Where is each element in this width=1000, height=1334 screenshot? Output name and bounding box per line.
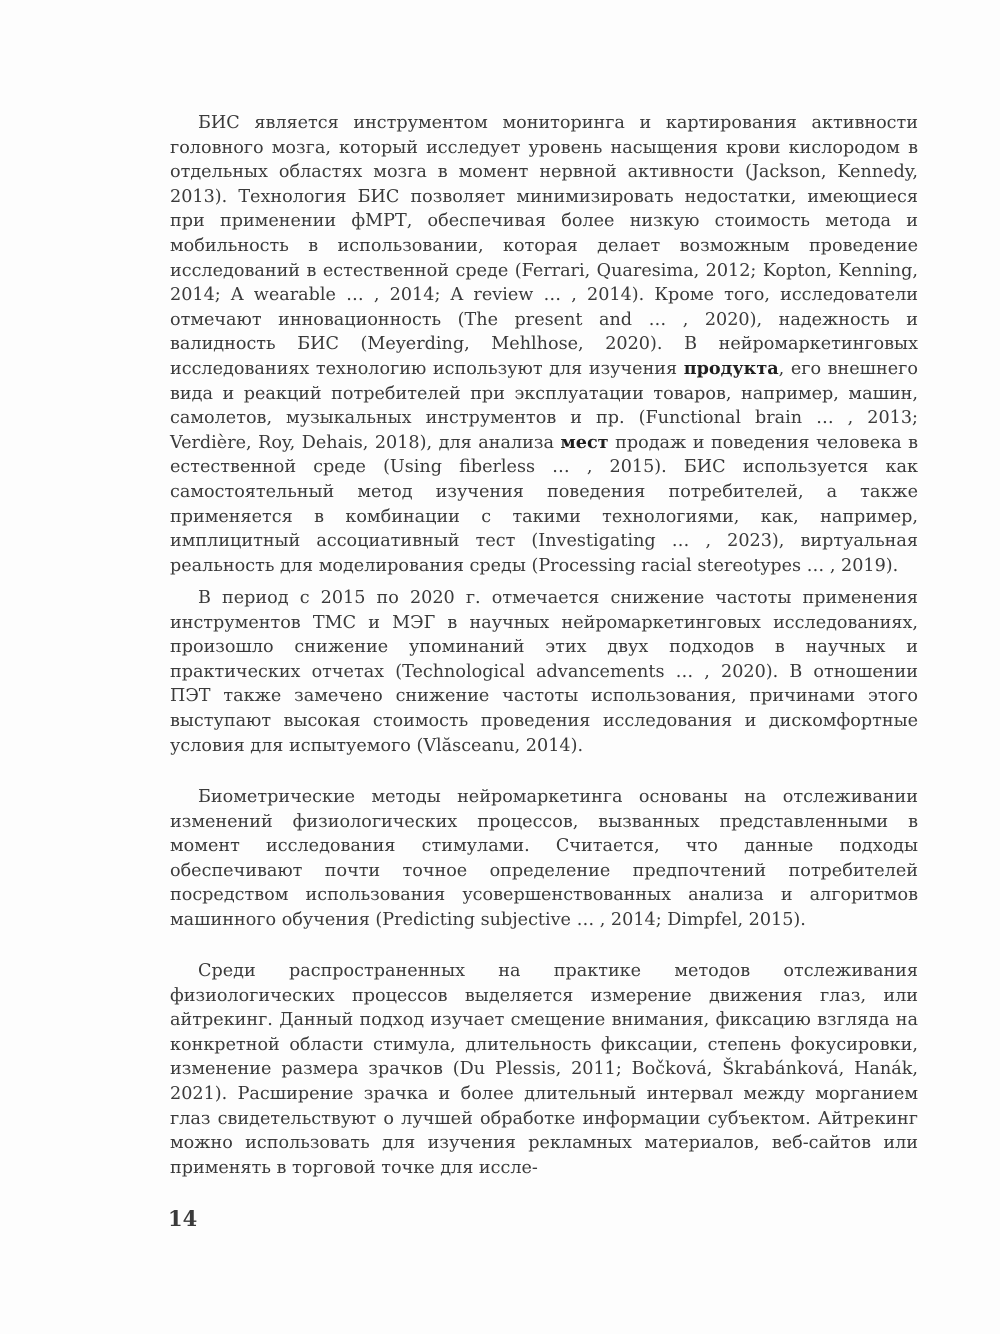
paragraph-4	[170, 959, 918, 1180]
bold-term-places: мест	[560, 431, 609, 453]
page-number: 14	[168, 1206, 198, 1231]
paragraph-2-text: В период с 2015 по 2020 г. отмечается снижение частоты применения инструментов ТМС и МЭГ в научных нейромаркетинговых исследованиях, произошло снижение упоминаний этих двух подходов в научных и практических отчетах (Technological advancements … , 2020). В отношении ПЭТ также замечено снижение частоты использования, причинами этого выступают высокая стоимость проведения исследования и дискомфортные условия для испытуемого (Vlăsceanu, 2014).	[170, 588, 918, 756]
paragraph-4-text: Среди распространенных на практике методов отслеживания физиологических процессов выделяется измерение движения глаз, или айтрекинг. Данный подход изучает смещение внимания, фиксацию взгляда на конкретной области стимула, длительность фиксации, степень фокусировки, изменение размера зрачков (Du Plessis, 2011; Bočková, Škrabánková, Hanák, 2021). Расширение зрачка и более длительный интервал между морганием глаз свидетельствуют о лучшей обработке информации субъектом. Айтрекинг можно использовать для изучения рекламных материалов, веб-сайтов или применять в торговой точке для иссле-	[170, 961, 918, 1178]
paragraph-2	[170, 586, 918, 758]
paragraph-1-text-c: продаж и поведения человека в естественной среде (Using fiberless … , 2015). БИС используется как самостоятельный метод изучения поведения потребителей, а также применяется в комбинации с такими технологиями, как, например, имплицитный ассоциативный тест (Investigating … , 2023), виртуальная реальность для моделирования среды (Processing racial stereotypes … , 2019).	[170, 432, 919, 576]
paragraph-3-text: Биометрические методы нейромаркетинга основаны на отслеживании изменений физиологических процессов, вызванных представленными в момент исследования стимулами. Считается, что данные подходы обеспечивают почти точное определение предпочтений потребителей посредством использования усовершенствованных анализа и алгоритмов машинного обучения (Predicting subjective … , 2014; Dimpfel, 2015).	[170, 787, 918, 930]
paragraph-1-text-a: БИС является инструментом мониторинга и картирования активности головного мозга, который исследует уровень насыщения крови кислородом в отдельных областях мозга в момент нервной активности (Jackson, Kennedy, 2013). Технология БИС позволяет минимизировать недостатки, имеющиеся при применении фМРТ, обеспечивая более низкую стоимость метода и мобильность в использовании, которая делает возможным проведение исследований в естественной среде (Ferrari, Quaresima, 2012; Kopton, Kenning, 2014; A wearable … , 2014; A review … , 2014). Кроме того, исследователи отмечают инновационность (The present and … , 2020), надежность и валидность БИС (Meyerding, Mehlhose, 2020). В нейромаркетинговых исследованиях технологию используют для изучения	[170, 113, 918, 379]
paragraph-3	[170, 785, 918, 933]
bold-term-product: продукта	[683, 357, 779, 379]
paragraph-1-text-b: , его внешнего вида и реакций потребителей при эксплуатации товаров, например, машин, самолетов, музыкальных инструментов и пр. (Functional brain … , 2013; Verdière, Roy, Dehais, 2018), для анализа	[170, 358, 918, 453]
paragraph-1	[170, 111, 918, 578]
